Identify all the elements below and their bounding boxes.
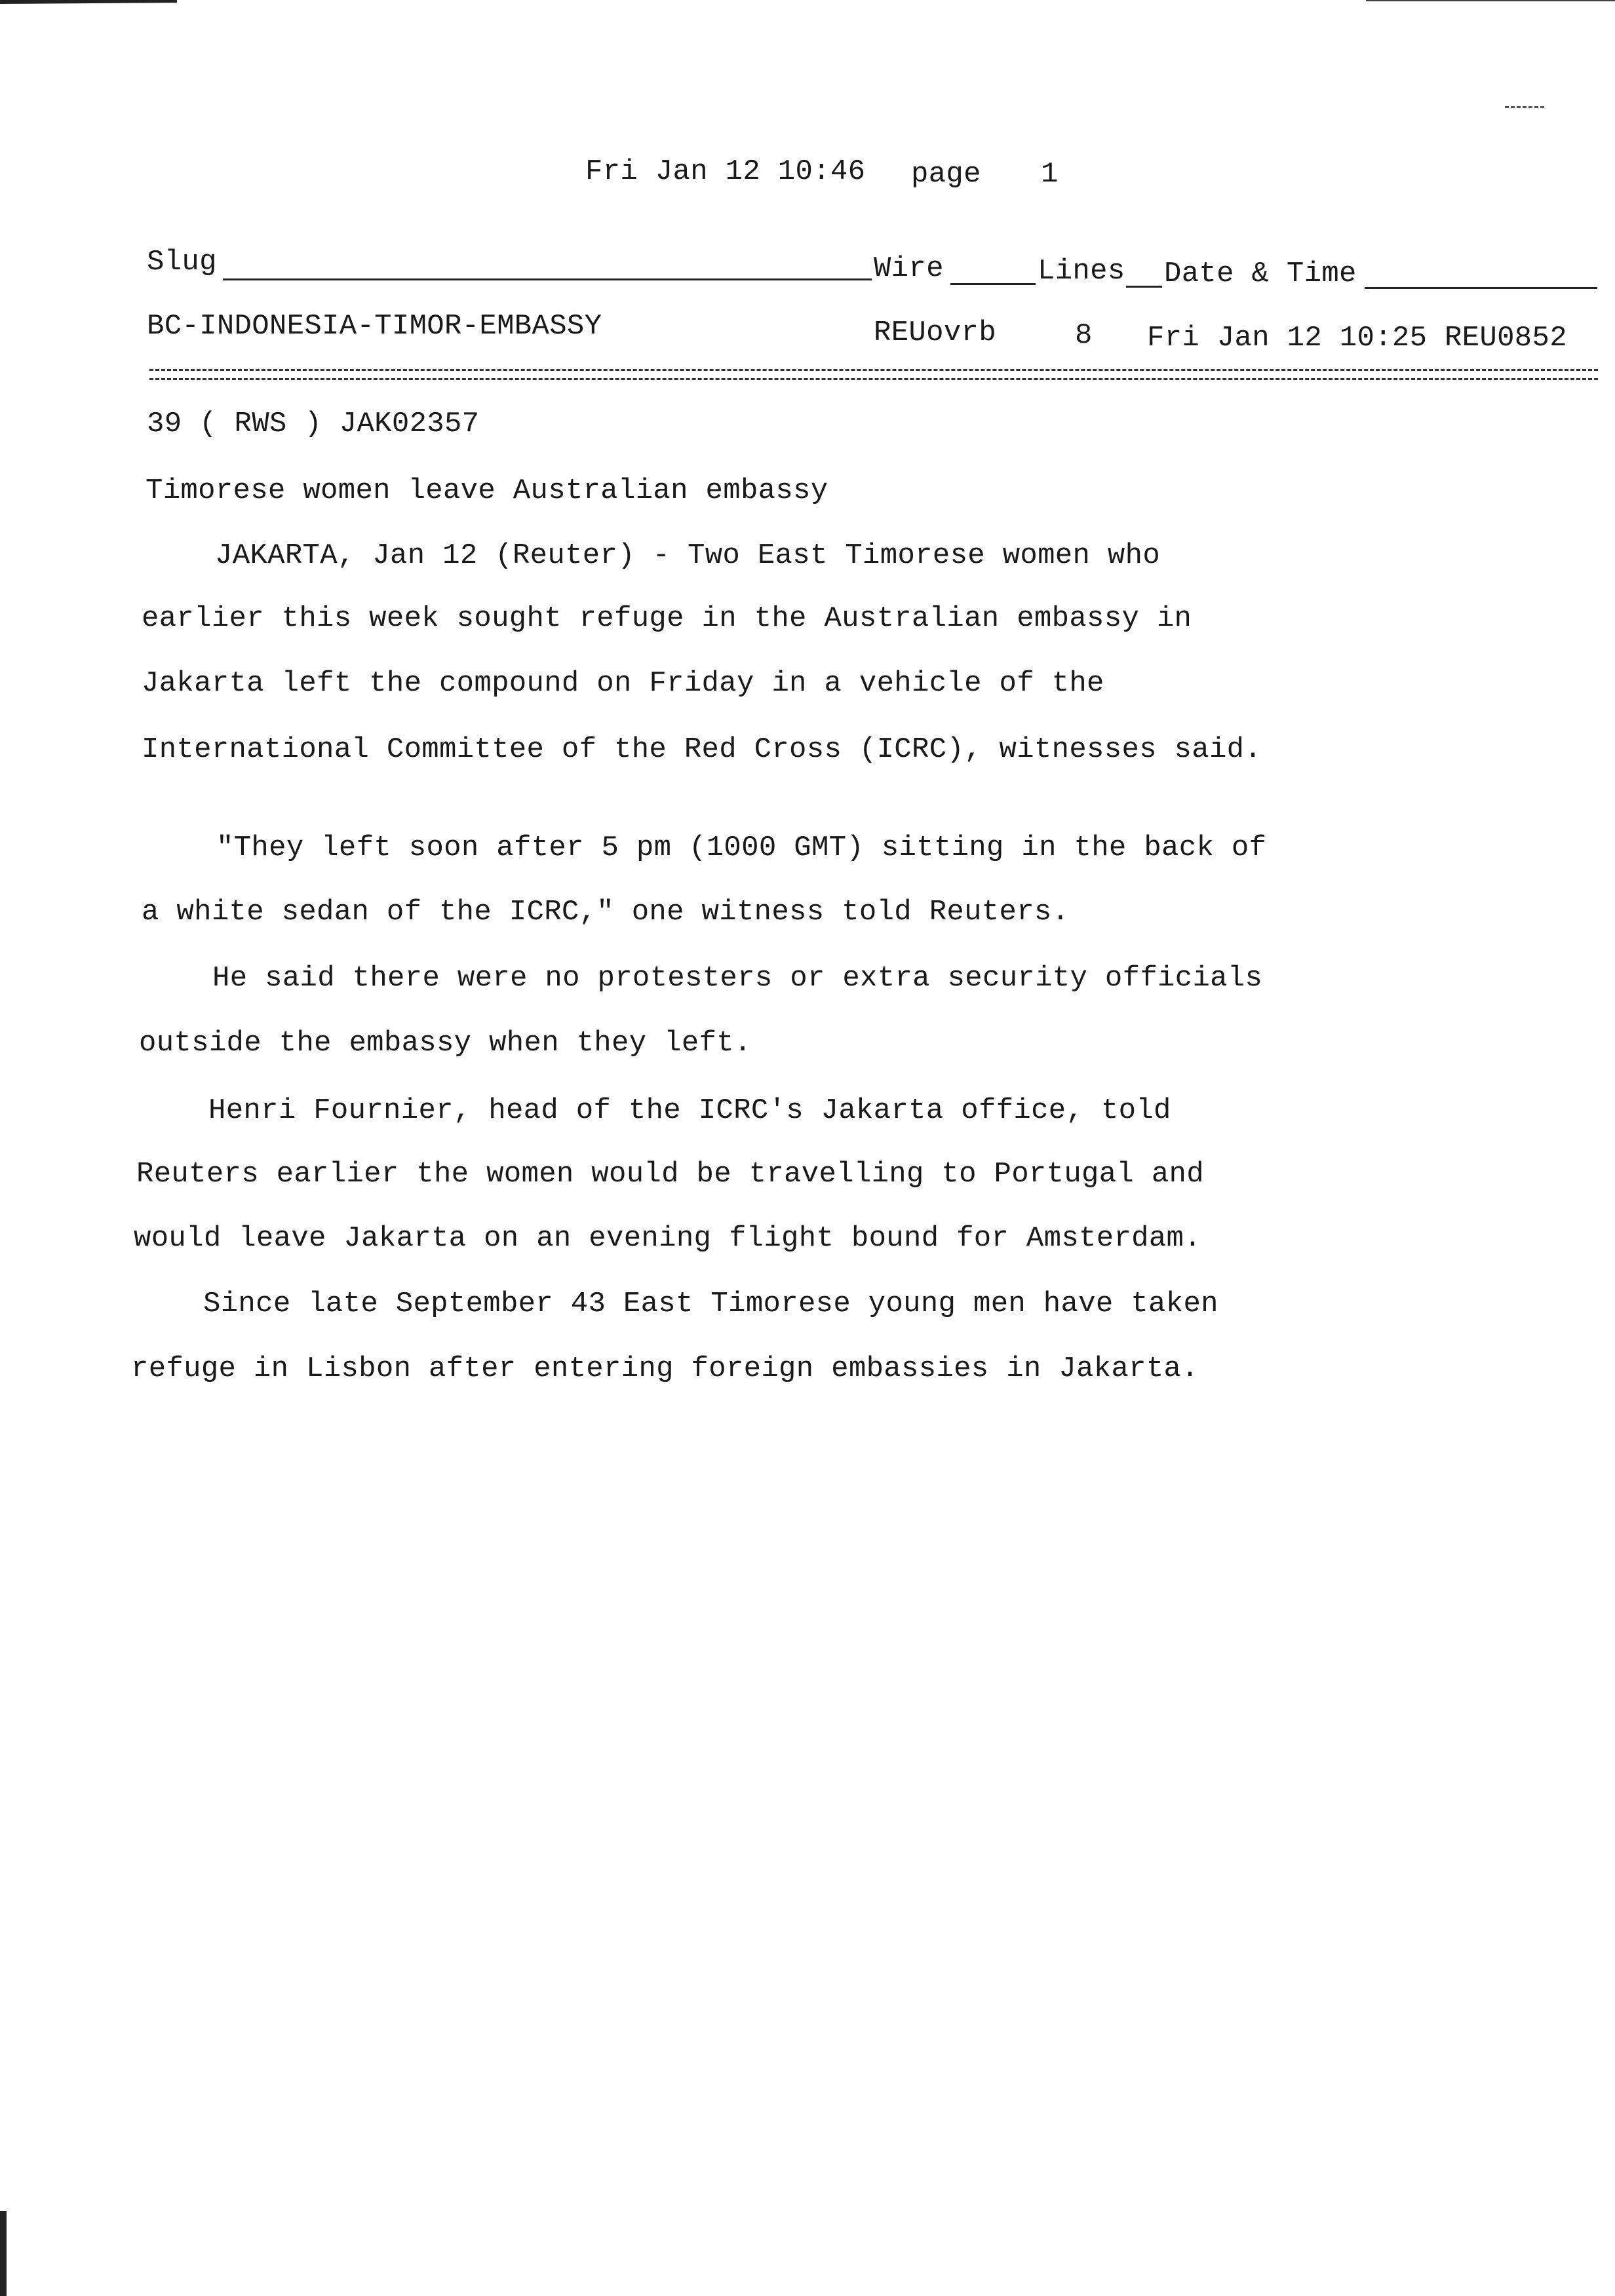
story-line: outside the embassy when they left. [139, 1027, 752, 1060]
story-line: a white sedan of the ICRC," one witness told Reuters. [142, 896, 1070, 928]
story-line: would leave Jakarta on an evening flight bound for Amsterdam. [134, 1222, 1201, 1255]
scan-edge-mark [0, 2211, 7, 2296]
scan-dash-mark [1505, 106, 1544, 110]
record-lines: 8 [1075, 319, 1093, 352]
record-wire: REUovrb [874, 316, 996, 349]
lines-field-line [1126, 286, 1162, 288]
story-line: Since late September 43 East Timorese young men have taken [203, 1288, 1218, 1320]
lines-label: Lines [1038, 255, 1125, 288]
story-line: earlier this week sought refuge in the Australian embassy in [142, 602, 1192, 635]
page-label: page [911, 158, 981, 191]
wire-label: Wire [874, 252, 944, 285]
page-number: 1 [1041, 158, 1059, 191]
story-line: refuge in Lisbon after entering foreign embassies in Jakarta. [131, 1352, 1199, 1385]
story-line: Henri Fournier, head of the ICRC's Jakarta office, told [208, 1094, 1171, 1127]
story-line: International Committee of the Red Cross (ICRC), witnesses said. [142, 733, 1262, 766]
record-slug: BC-INDONESIA-TIMOR-EMBASSY [147, 310, 602, 343]
scan-edge-mark [0, 0, 177, 4]
story-line: "They left soon after 5 pm (1000 GMT) sitting in the back of [216, 832, 1267, 864]
wire-field-line [950, 283, 1036, 285]
story-line: Reuters earlier the women would be travelling to Portugal and [136, 1158, 1204, 1191]
datetime-field-line [1365, 287, 1597, 289]
story-id-line: 39 ( RWS ) JAK02357 [147, 408, 480, 440]
story-line: JAKARTA, Jan 12 (Reuter) - Two East Timorese women who [215, 539, 1161, 572]
story-line: Jakarta left the compound on Friday in a vehicle of the [142, 667, 1104, 700]
scan-edge-mark [1366, 0, 1615, 1]
record-datetime: Fri Jan 12 10:25 REU0852 [1147, 322, 1567, 354]
datetime-label: Date & Time [1164, 258, 1357, 290]
story-line: He said there were no protesters or extra security officials [212, 962, 1263, 995]
separator-rule [149, 369, 1598, 380]
print-timestamp: Fri Jan 12 10:46 [585, 155, 866, 188]
slug-field-line [223, 278, 872, 280]
story-headline: Timorese women leave Australian embassy [146, 474, 828, 507]
slug-label: Slug [147, 246, 217, 278]
